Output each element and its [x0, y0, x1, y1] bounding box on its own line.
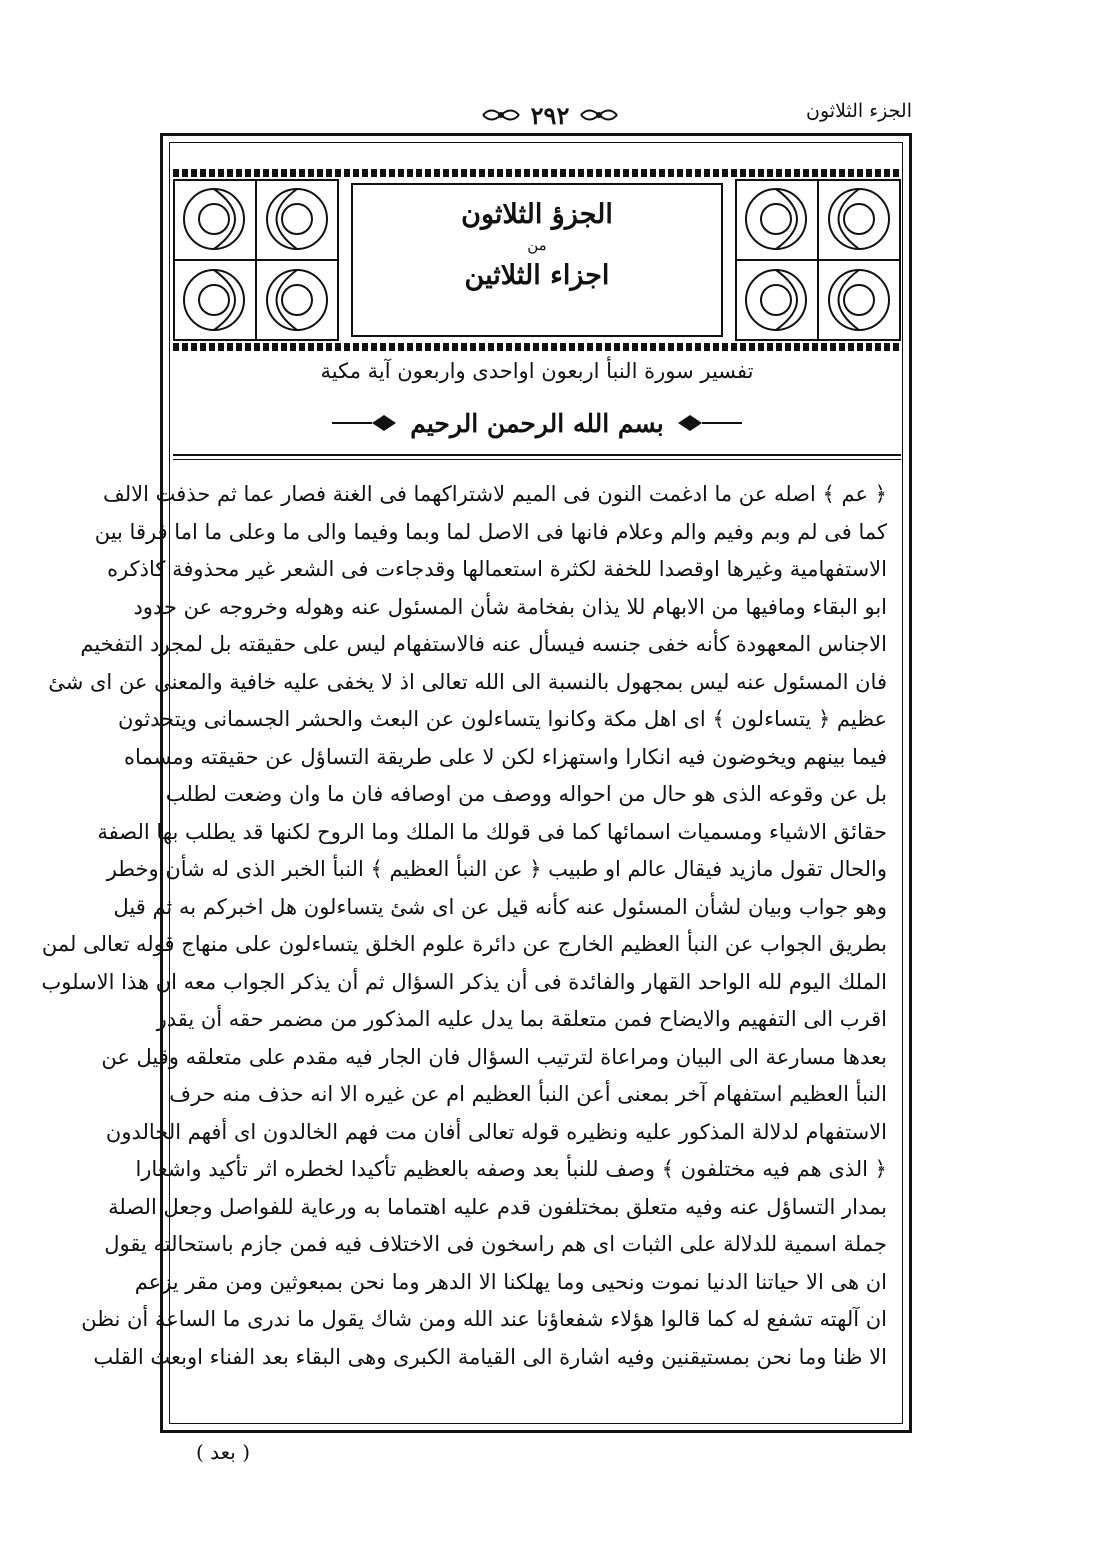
text-line: كما فى لم وبم وفيم والم وعلام فانها فى الاصل لما وبما وفيما والى ما وعلى ما اما فرقا بين: [94, 519, 887, 544]
text-line: الملك اليوم لله الواحد القهار والفائدة فى أن يذكر السؤال ثم أن يذكر الجواب معه ان هذا الاسلوب: [41, 969, 887, 994]
juz-title-box: [351, 183, 723, 337]
scroll-ornament-icon: [481, 106, 521, 124]
arabesque-lattice-icon: [173, 179, 339, 341]
decorative-band: [173, 169, 901, 177]
text-line: فيما بينهم ويخوضون فيه انكارا واستهزاء لكن لا على طريقة التساؤل عن حقيقته ومسماه: [124, 744, 887, 769]
basmala-row: [173, 401, 901, 445]
text-line: الاجناس المعهودة كأنه خفى جنسه فيسأل عنه فالاستفهام ليس على حقيقته بل لمجرد التفخيم: [80, 632, 887, 656]
ornament-right-icon: [672, 413, 742, 433]
catchword: ( بعد ): [196, 1440, 251, 1464]
surah-intro: تفسير سورة النبأ اربعون اواحدى واربعون آية مكية: [320, 359, 754, 383]
text-line: الا ظنا وما نحن بمستيقنين وفيه اشارة الى القيامة الكبرى وهى البقاء بعد الفناء اوبعث القلب: [93, 1344, 887, 1369]
juz-header-panel: [173, 169, 901, 483]
section-rule: [173, 454, 901, 460]
page-number-ornament: [460, 98, 640, 132]
text-line: ان هى الا حياتنا الدنيا نموت ونحيى وما يهلكنا الا الدهر وما نحن بمبعوثين ومن مقر يزعم: [134, 1269, 887, 1294]
juz-connector: من: [527, 236, 547, 254]
decorative-band: [173, 343, 901, 351]
text-line: اقرب الى التفهيم والايضاح فمن متعلقة بما يدل عليه المذكور من مضمر حقه أن يقدر: [156, 1007, 887, 1031]
text-line: وهو جواب وبيان لشأن المسئول عنه كأنه قيل عن اى شئ يتساءلون هل اخبركم به ثم قيل: [113, 894, 887, 919]
text-line: الاستفهامية وغيرها اوقصدا للخفة لكثرة استعمالها وقدجاءت فى الشعر غير محذوفة كاذكره: [107, 557, 887, 581]
running-head: [160, 98, 912, 132]
text-line: بمدار التساؤل عنه وفيه متعلق بمختلفون قدم عليه اهتماما به ورعاية للفواصل وجعل الصلة: [108, 1194, 887, 1219]
text-line: الاستفهام لدلالة المذكور عليه ونظيره قوله تعالى أفان مت فهم الخالدون اى أفهم الخالدون: [105, 1119, 887, 1144]
juz-title: الجزؤ الثلاثون: [461, 199, 613, 230]
text-line: ان آلهته تشفع له كما قالوا هؤلاء شفعاؤنا عند الله ومن شاك يقول ما ندرى ما الساعة أن نظن: [81, 1307, 887, 1331]
text-line: ابو البقاء ومافيها من الابهام للا يذان بفخامة شأن المسئول عنه وهوله وخروجه عن حدود: [133, 594, 887, 619]
text-line: ﴿ عم ﴾ اصله عن ما ادغمت النون فى الميم لاشتراكهما فى الغنة فصار عما ثم حذفت الالف: [103, 482, 887, 506]
text-line: بل عن وقوعه الذى هو حال من احواله ووصف من اوصافه فان ما وان وضعت لطلب: [165, 782, 887, 806]
text-line: جملة اسمية للدلالة على الثبات اى هم راسخون فى الاختلاف فيه فمن جازم باستحالته يقول: [104, 1232, 887, 1256]
arabesque-lattice-icon: [735, 179, 901, 341]
running-title: الجزء الثلاثون: [806, 100, 912, 122]
ornament-left-icon: [332, 413, 402, 433]
text-line: عظيم ﴿ يتساءلون ﴾ اى اهل مكة وكانوا يتساءلون عن البعث والحشر الجسمانى ويتحدثون: [118, 707, 887, 731]
text-line: حقائق الاشياء ومسميات اسمائها كما فى قولك ما الملك وما الروح لكنها قد يطلب بها الصفة: [97, 819, 887, 844]
page-frame: [41, 133, 912, 1433]
basmala: بسم الله الرحمن الرحيم: [410, 408, 664, 438]
text-line: فان المسئول عنه ليس بمجهول بالنسبة الى الله تعالى اذ لا يخفى عليه خافية والمعنى عن اى شئ: [48, 669, 887, 694]
text-line: بعدها مسارعة الى البيان ومراعاة لترتيب السؤال فان الجار فيه مقدم على متعلقه وقيل عن: [101, 1044, 887, 1069]
scroll-ornament-icon: [579, 106, 619, 124]
page-number: ٢٩٢: [530, 100, 570, 130]
tafsir-body: [41, 476, 887, 1376]
text-line: بطريق الجواب عن النبأ العظيم الخارج عن دائرة علوم الخلق يتساءلون على منهاج قوله تعالى لمن: [41, 932, 887, 956]
text-line: النبأ العظيم استفهام آخر بمعنى أعن النبأ العظيم ام عن غيره الا انه حذف منه حرف: [169, 1082, 887, 1106]
text-line: ﴿ الذى هم فيه مختلفون ﴾ وصف للنبأ بعد وصفه بالعظيم تأكيدا لخطره اثر تأكيد واشعارا: [135, 1157, 887, 1181]
juz-subtitle: اجزاء الثلاثين: [464, 260, 610, 291]
text-line: والحال تقول مازيد فيقال عالم او طبيب ﴿ عن النبأ العظيم ﴾ النبأ الخبر الذى له شأن وخطر: [106, 857, 887, 881]
